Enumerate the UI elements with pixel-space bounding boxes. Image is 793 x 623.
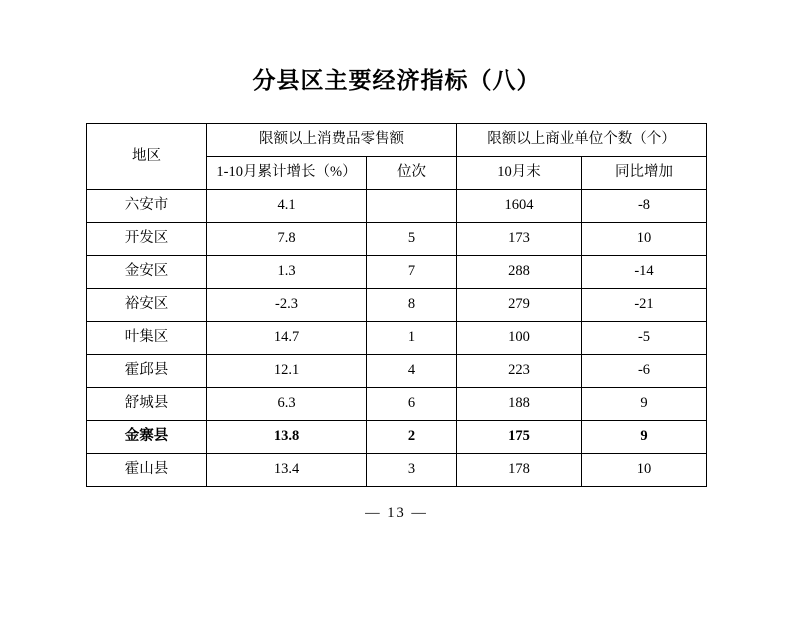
cell-growth: 13.4 bbox=[207, 454, 367, 487]
cell-count: 100 bbox=[457, 322, 582, 355]
cell-region: 叶集区 bbox=[87, 322, 207, 355]
cell-count: 188 bbox=[457, 388, 582, 421]
cell-increase: -5 bbox=[582, 322, 707, 355]
table-header bbox=[87, 124, 707, 190]
table-row bbox=[87, 223, 707, 256]
cell-count: 173 bbox=[457, 223, 582, 256]
table-row bbox=[87, 421, 707, 454]
column-header-rank: 位次 bbox=[367, 157, 457, 190]
table-container bbox=[0, 123, 793, 487]
cell-region: 霍邱县 bbox=[87, 355, 207, 388]
column-header-increase: 同比增加 bbox=[582, 157, 707, 190]
cell-growth: 7.8 bbox=[207, 223, 367, 256]
cell-count: 288 bbox=[457, 256, 582, 289]
cell-count: 175 bbox=[457, 421, 582, 454]
column-header-count: 10月末 bbox=[457, 157, 582, 190]
cell-growth: 6.3 bbox=[207, 388, 367, 421]
document-page bbox=[0, 62, 793, 623]
page-number: — 13 — bbox=[365, 505, 428, 521]
table-row bbox=[87, 388, 707, 421]
cell-rank: 2 bbox=[367, 421, 457, 454]
page-title: 分县区主要经济指标（八） bbox=[252, 68, 541, 93]
cell-increase: -6 bbox=[582, 355, 707, 388]
cell-rank bbox=[367, 190, 457, 223]
table-row bbox=[87, 289, 707, 322]
column-group-header-retail: 限额以上消费品零售额 bbox=[207, 124, 457, 157]
cell-increase: -8 bbox=[582, 190, 707, 223]
cell-increase: 9 bbox=[582, 421, 707, 454]
cell-region: 金寨县 bbox=[87, 421, 207, 454]
cell-count: 223 bbox=[457, 355, 582, 388]
table-header-row-1 bbox=[87, 124, 707, 157]
cell-region: 开发区 bbox=[87, 223, 207, 256]
table-row bbox=[87, 256, 707, 289]
cell-region: 六安市 bbox=[87, 190, 207, 223]
cell-rank: 6 bbox=[367, 388, 457, 421]
table-row bbox=[87, 322, 707, 355]
cell-count: 178 bbox=[457, 454, 582, 487]
cell-region: 霍山县 bbox=[87, 454, 207, 487]
cell-increase: 9 bbox=[582, 388, 707, 421]
cell-growth: -2.3 bbox=[207, 289, 367, 322]
table-row bbox=[87, 190, 707, 223]
cell-growth: 1.3 bbox=[207, 256, 367, 289]
cell-increase: 10 bbox=[582, 223, 707, 256]
cell-rank: 3 bbox=[367, 454, 457, 487]
table-row bbox=[87, 454, 707, 487]
cell-rank: 8 bbox=[367, 289, 457, 322]
cell-growth: 12.1 bbox=[207, 355, 367, 388]
column-group-header-units: 限额以上商业单位个数（个） bbox=[457, 124, 707, 157]
cell-region: 舒城县 bbox=[87, 388, 207, 421]
cell-rank: 7 bbox=[367, 256, 457, 289]
economic-indicators-table bbox=[86, 123, 707, 487]
cell-rank: 4 bbox=[367, 355, 457, 388]
cell-region: 裕安区 bbox=[87, 289, 207, 322]
cell-growth: 4.1 bbox=[207, 190, 367, 223]
column-header-growth: 1-10月累计增长（%） bbox=[207, 157, 367, 190]
cell-increase: -14 bbox=[582, 256, 707, 289]
cell-rank: 1 bbox=[367, 322, 457, 355]
cell-growth: 13.8 bbox=[207, 421, 367, 454]
cell-count: 279 bbox=[457, 289, 582, 322]
table-body bbox=[87, 190, 707, 487]
column-header-region: 地区 bbox=[87, 124, 207, 190]
cell-growth: 14.7 bbox=[207, 322, 367, 355]
table-row bbox=[87, 355, 707, 388]
cell-region: 金安区 bbox=[87, 256, 207, 289]
cell-increase: -21 bbox=[582, 289, 707, 322]
cell-rank: 5 bbox=[367, 223, 457, 256]
cell-increase: 10 bbox=[582, 454, 707, 487]
cell-count: 1604 bbox=[457, 190, 582, 223]
